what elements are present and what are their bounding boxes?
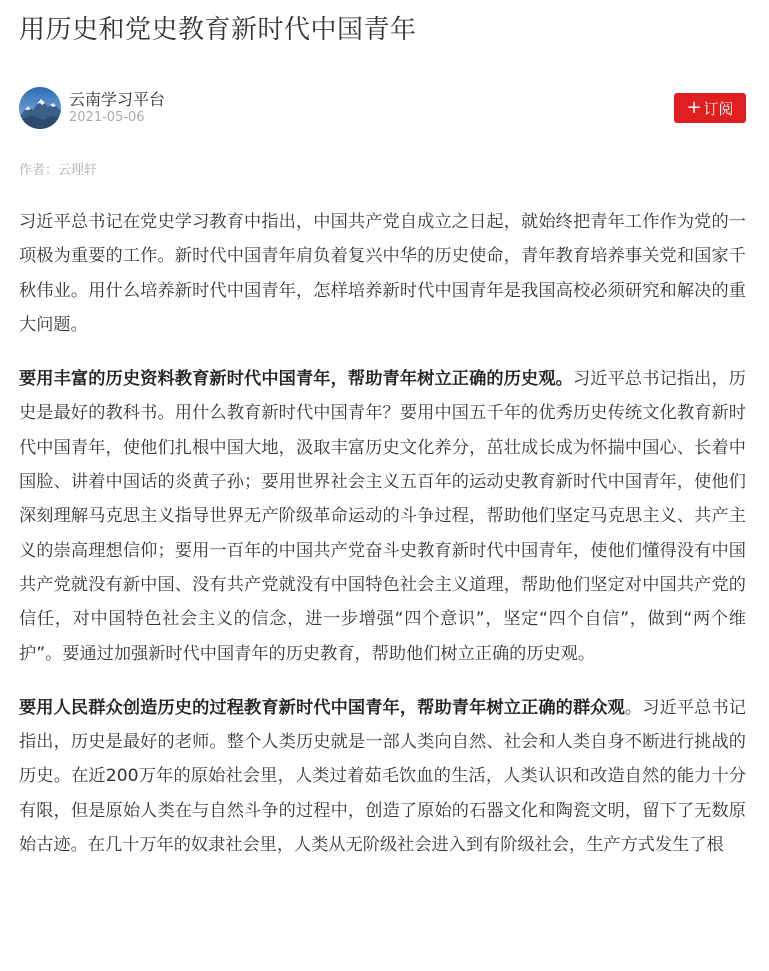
paragraph-lead: 要用人民群众创造历史的过程教育新时代中国青年，帮助青年树立正确的群众观 xyxy=(19,697,625,718)
article-byline: 作者：云理轩 xyxy=(19,163,98,178)
paragraph-text: 习近平总书记在党史学习教育中指出，中国共产党自成立之日起，就始终把青年工作作为党的一项极为重要的工作。新时代中国青年肩负着复兴中华的历史使命，青年教育培养事关党和国家千秋伟业。用什么培养新时代中国青年，怎样培养新时代中国青年是我国高校必须研究和解决的重大问题。 xyxy=(19,212,746,335)
account-header xyxy=(19,86,746,130)
subscribe-label: 订阅 xyxy=(703,99,734,118)
article-paragraph xyxy=(19,362,746,671)
article-title: 用历史和党史教育新时代中国青年 xyxy=(19,15,417,45)
account-avatar[interactable] xyxy=(19,87,61,129)
article-paragraph xyxy=(19,691,746,862)
mountain-avatar-icon xyxy=(19,87,61,129)
article-body xyxy=(19,205,746,882)
plus-icon: + xyxy=(686,97,702,118)
subscribe-button[interactable] xyxy=(674,93,746,123)
publish-date: 2021-05-06 xyxy=(69,110,145,125)
article-paragraph xyxy=(19,205,746,342)
paragraph-text: 。习近平总书记指出，历史是最好的老师。整个人类历史就是一部人类向自然、社会和人类自身不断进行挑战的历史。在近200万年的原始社会里，人类过着茹毛饮血的生活，人类认识和改造自然的能力十分有限，但是原始人类在与自然斗争的过程中，创造了原始的石器文化和陶瓷文明，留下了无数原始古迹。在几十万年的奴隶社会里，人类从无阶级社会进入到有阶级社会，生产方式发生了根 xyxy=(19,697,746,856)
paragraph-lead: 要用丰富的历史资料教育新时代中国青年，帮助青年树立正确的历史观。 xyxy=(19,369,573,390)
paragraph-text: 习近平总书记指出，历史是最好的教科书。用什么教育新时代中国青年？要用中国五千年的优秀历史传统文化教育新时代中国青年，使他们扎根中国大地，汲取丰富历史文化养分，茁壮成长成为怀揣中国心、长着中国脸、讲着中国话的炎黄子孙；要用世界社会主义五百年的运动史教育新时代中国青年，使他们深刻理解马克思主义指导世界无产阶级革命运动的斗争过程，帮助他们坚定马克思主义、共产主义的崇高理想信仰；要用一百年的中国共产党奋斗史教育新时代中国青年，使他们懂得没有中国共产党就没有新中国、没有共产党就没有中国特色社会主义道理，帮助他们坚定对中国共产党的信任，对中国特色社会主义的信念，进一步增强“四个意识”，坚定“四个自信”，做到“两个维护”。要通过加强新时代中国青年的历史教育，帮助他们树立正确的历史观。 xyxy=(19,369,746,664)
account-name[interactable]: 云南学习平台 xyxy=(69,90,166,109)
